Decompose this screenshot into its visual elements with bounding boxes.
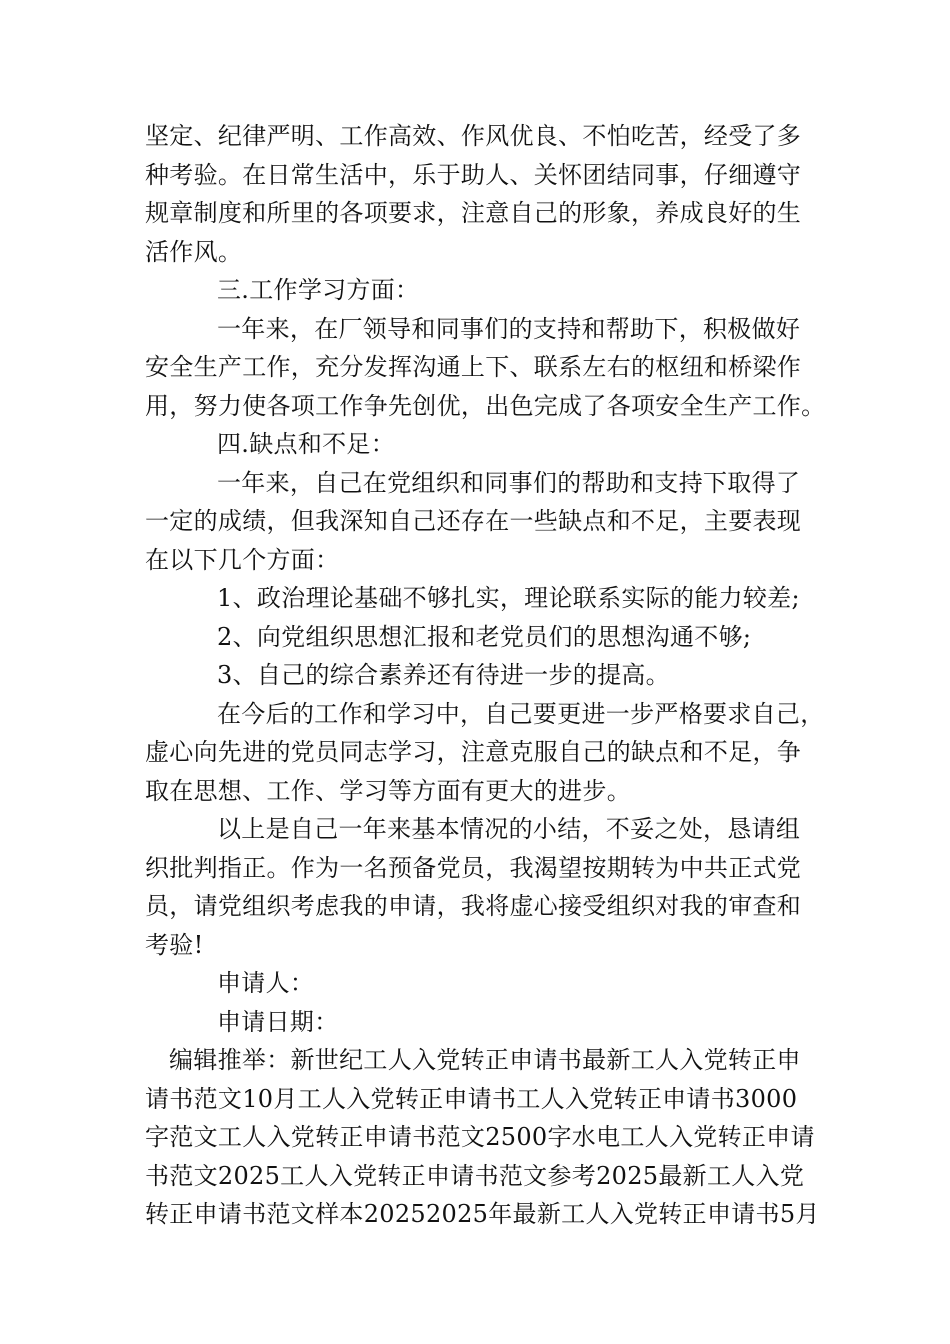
text-line-10: 一年来，自己在党组织和同事们的帮助和支持下取得了	[217, 468, 801, 497]
recommend-line-3: 字范文工人入党转正申请书范文2500字水电工人入党转正申请	[145, 1123, 815, 1151]
text-line-1: 坚定、纪律严明、工作高效、作风优良、不怕吃苦，经受了多	[145, 122, 802, 150]
text-line-11: 一定的成绩，但我深知自己还存在一些缺点和不足，主要表现	[145, 507, 802, 535]
list-item-1: 1、政治理论基础不够扎实，理论联系实际的能力较差;	[217, 584, 800, 612]
text-line-22: 考验!	[145, 930, 204, 959]
text-line-8: 用，努力使各项工作争先创优，出色完成了各项安全生产工作。	[145, 391, 826, 420]
text-line-20: 织批判指正。作为一名预备党员，我渴望按期转为中共正式党	[145, 853, 802, 882]
section-heading-work-study: 三.工作学习方面：	[217, 276, 420, 304]
text-line-19: 以上是自己一年来基本情况的小结，不妥之处，恳请组	[217, 815, 801, 843]
recommend-line-4: 书范文2025工人入党转正申请书范文参考2025最新工人入党	[145, 1161, 805, 1190]
recommend-line-2: 请书范文10月工人入党转正申请书工人入党转正申请书3000	[145, 1084, 798, 1113]
section-heading-shortcomings: 四.缺点和不足：	[217, 430, 396, 458]
text-line-2: 种考验。在日常生活中，乐于助人、关怀团结同事，仔细遵守	[145, 160, 802, 189]
text-line-16: 在今后的工作和学习中，自己要更进一步严格要求自己，	[217, 699, 825, 728]
text-line-4: 活作风。	[145, 237, 243, 266]
text-line-17: 虚心向先进的党员同志学习，注意克服自己的缺点和不足，争	[145, 738, 802, 766]
recommend-line-1: 编辑推举：新世纪工人入党转正申请书最新工人入党转正申	[169, 1046, 801, 1074]
text-line-7: 安全生产工作，充分发挥沟通上下、联系左右的枢纽和桥梁作	[145, 353, 802, 381]
applicant-label: 申请人：	[217, 969, 315, 997]
recommend-line-5: 转正申请书范文样本20252025年最新工人入党转正申请书5月	[145, 1200, 820, 1228]
list-item-2: 2、向党组织思想汇报和老党员们的思想沟通不够;	[217, 622, 752, 651]
text-line-6: 一年来，在厂领导和同事们的支持和帮助下，积极做好	[217, 314, 801, 343]
application-date-label: 申请日期：	[217, 1007, 339, 1036]
list-item-3: 3、自己的综合素养还有待进一步的提高。	[217, 661, 670, 689]
text-line-12: 在以下几个方面：	[145, 545, 340, 574]
document-body	[145, 117, 826, 1234]
text-line-18: 取在思想、工作、学习等方面有更大的进步。	[145, 776, 631, 805]
text-line-21: 员，请党组织考虑我的申请，我将虚心接受组织对我的审查和	[145, 892, 802, 920]
text-line-3: 规章制度和所里的各项要求，注意自己的形象，养成良好的生	[145, 199, 802, 227]
